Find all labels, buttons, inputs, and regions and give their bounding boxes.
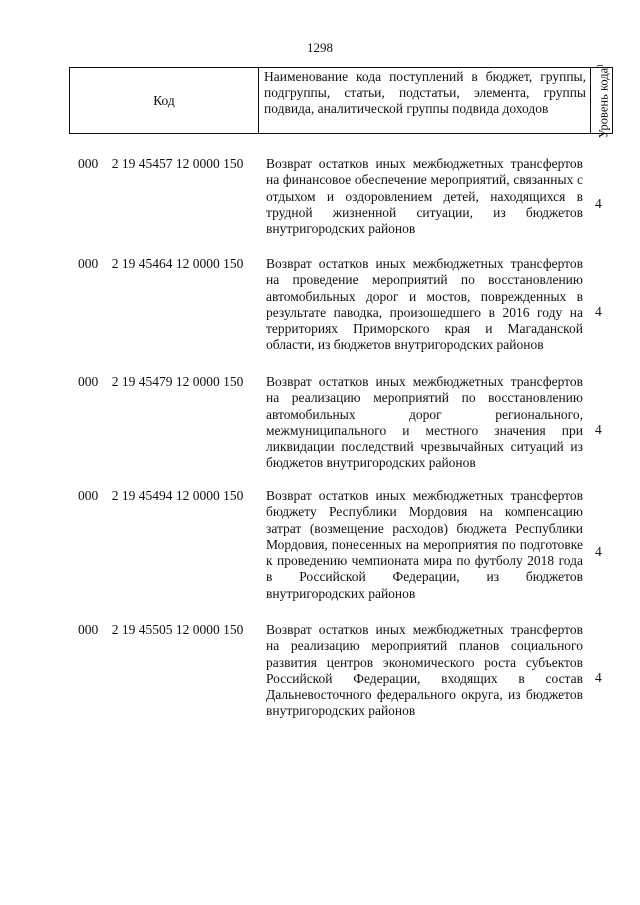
row-admin-code: 000 — [78, 256, 99, 271]
table-header — [69, 63, 613, 138]
row-income-code: 2 19 45479 12 0000 150 — [111, 374, 244, 389]
row-level: 4 — [595, 304, 602, 319]
header-code: Код — [70, 68, 259, 133]
page-number: 1298 — [307, 40, 333, 55]
row-description: Возврат остатков иных межбюджетных трансфертов бюджету Республики Мордовия на компенсацию затрат (возмещение расходов) бюджета Республики Мордовия, понесенных на мероприятия по подготовке к проведению чемпионата мира по футболу 2018 года в Российской Федерации, из бюджетов внутригородских районов — [266, 488, 583, 601]
row-code — [78, 256, 243, 272]
row-code — [78, 156, 243, 172]
header-name: Наименование кода поступлений в бюджет, группы, подгруппы, статьи, подстатьи, элемента, группы подвида, аналитической группы подвида доходов — [258, 68, 591, 133]
row-admin-code: 000 — [78, 622, 99, 637]
row-income-code: 2 19 45494 12 0000 150 — [111, 488, 244, 503]
row-description: Возврат остатков иных межбюджетных трансфертов на реализацию мероприятий по восстановлению автомобильных дорог регионального, межмуниципального и местного значения при ликвидации последствий чрезвычайных ситуаций из бюджетов внутригородских районов — [266, 374, 583, 471]
header-level-text: Уровень кода — [596, 67, 611, 138]
row-code — [78, 622, 243, 638]
row-description: Возврат остатков иных межбюджетных трансфертов на реализацию мероприятий планов социального развития центров экономического роста субъектов Российской Федерации, входящих в состав Дальневосточного федерального округа, из бюджетов внутригородских районов — [266, 622, 583, 719]
row-code — [78, 374, 243, 390]
row-income-code: 2 19 45457 12 0000 150 — [111, 156, 244, 171]
row-admin-code: 000 — [78, 488, 99, 503]
row-level: 4 — [595, 544, 602, 559]
header-level-footnote: 1 — [595, 63, 605, 68]
row-description: Возврат остатков иных межбюджетных трансфертов на проведение мероприятий по восстановлению автомобильных дорог и мостов, поврежденных в результате паводка, произошедшего в 2016 году на территориях Приморского края и Магаданской области, из бюджетов внутригородских районов — [266, 256, 583, 353]
header-level-label — [594, 63, 609, 137]
header-level — [591, 63, 613, 138]
row-level: 4 — [595, 196, 602, 211]
row-income-code: 2 19 45464 12 0000 150 — [111, 256, 244, 271]
row-level: 4 — [595, 422, 602, 437]
row-admin-code: 000 — [78, 374, 99, 389]
row-code — [78, 488, 243, 504]
row-description: Возврат остатков иных межбюджетных трансфертов на финансовое обеспечение мероприятий, связанных с отдыхом и оздоровлением детей, находящихся в трудной жизненной ситуации, из бюджетов внутригородских районов — [266, 156, 583, 237]
row-level: 4 — [595, 670, 602, 685]
row-admin-code: 000 — [78, 156, 99, 171]
row-income-code: 2 19 45505 12 0000 150 — [111, 622, 244, 637]
